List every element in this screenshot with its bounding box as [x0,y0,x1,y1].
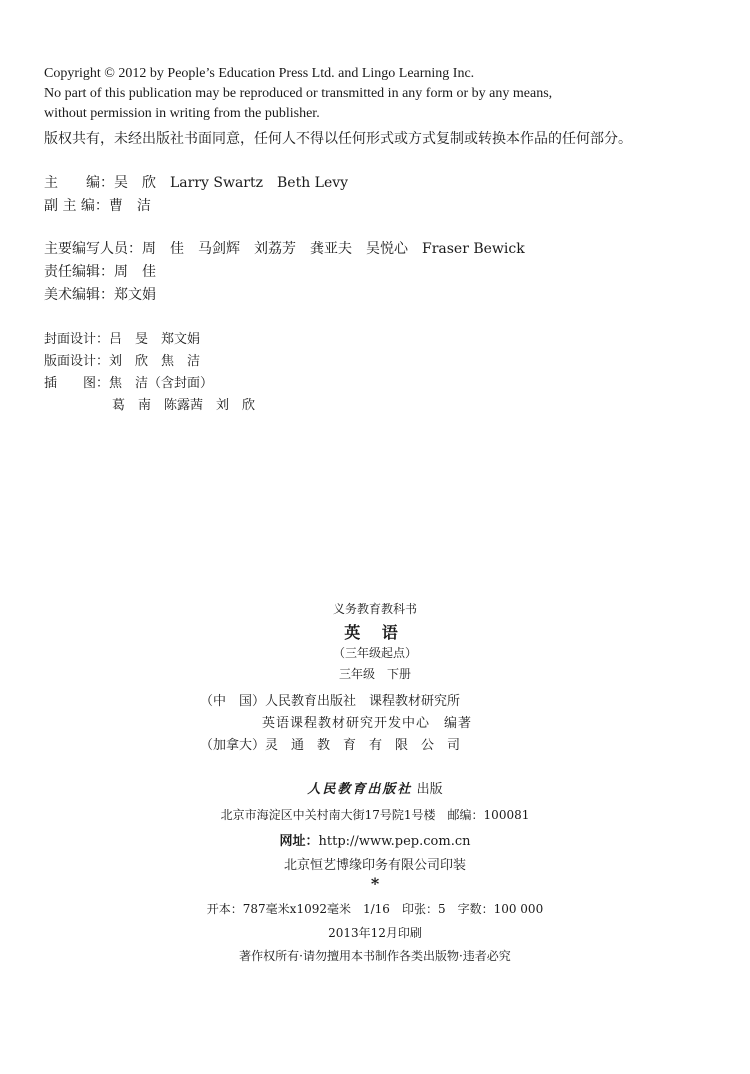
chief-editor-value: 吴 欣 Larry Swartz Beth Levy [114,175,349,191]
series-title: 义务教育教科书 [332,602,417,616]
illustration-row-2: 葛 南 陈露茜 刘 欣 [112,398,256,413]
book-subtitle: （三年级起点） [332,646,417,660]
publisher-line [0,778,750,797]
deputy-editor-row [44,195,151,215]
layout-design-label: 版面设计： [44,354,110,369]
art-editor-row [44,284,156,304]
editor-line-1: （中 国）人民教育出版社 课程教材研究所 [200,694,461,709]
book-title: 英 语 [344,623,406,642]
main-editors-row [44,238,525,258]
chief-editor-row [44,172,348,192]
published-label: 出版 [416,782,443,797]
book-grade: 三年级 下册 [338,667,411,681]
print-date: 2013年12月印刷 [328,926,422,940]
cover-design-value: 吕 旻 郑文娟 [109,332,201,347]
copyright-line-cn: 版权共有，未经出版社书面同意，任何人不得以任何形式或方式复制或转换本作品的任何部分。 [44,131,632,147]
chief-editor-label: 主 编： [44,175,114,191]
cover-design-row [44,328,200,347]
website-row [0,830,750,849]
specs-line: 开本：787毫米x1092毫米 1/16 印张：5 字数：100 000 [206,902,544,916]
deputy-editor-label: 副 主 编： [44,198,109,214]
cover-design-label: 封面设计： [44,332,110,347]
asterisk-separator: * [370,874,380,893]
art-editor-label: 美术编辑： [44,287,114,303]
website-link: http://www.pep.com.cn [318,834,471,849]
deputy-editor-value: 曹 洁 [108,198,151,214]
printer-line: 北京恒艺博缘印务有限公司印装 [283,858,466,873]
responsible-editor-label: 责任编辑： [44,264,114,280]
responsible-editor-row [44,261,156,281]
publisher-logo: 人民教育出版社 [307,782,413,797]
illustration-row [44,372,213,391]
main-editors-label: 主要编写人员： [44,241,142,257]
editor-line-2: 英语课程教材研究开发中心 编著 [262,716,473,731]
illustration-value: 焦 洁（含封面） [109,376,214,391]
layout-design-row [44,350,200,369]
art-editor-value: 郑文娟 [114,287,156,303]
illustration-label: 插 图： [44,376,110,391]
copyright-line-1: Copyright © 2012 by People’s Education Press Ltd. and Lingo Learning Inc. [44,66,475,81]
editor-line-3: （加拿大）灵 通 教 育 有 限 公 司 [200,738,461,753]
publisher-address: 北京市海淀区中关村南大街17号院1号楼 邮编：100081 [220,808,530,822]
responsible-editor-value: 周 佳 [114,264,156,280]
copyright-line-2: No part of this publication may be reproduced or transmitted in any form or by any means, [44,86,553,101]
rights-notice: 著作权所有·请勿擅用本书制作各类出版物·违者必究 [239,949,511,963]
copyright-line-3: without permission in writing from the publisher. [44,106,320,121]
website-label: 网址： [279,834,319,849]
main-editors-value: 周 佳 马剑辉 刘荔芳 龚亚夫 吴悦心 Fraser Bewick [142,241,525,257]
layout-design-value: 刘 欣 焦 洁 [109,354,201,369]
